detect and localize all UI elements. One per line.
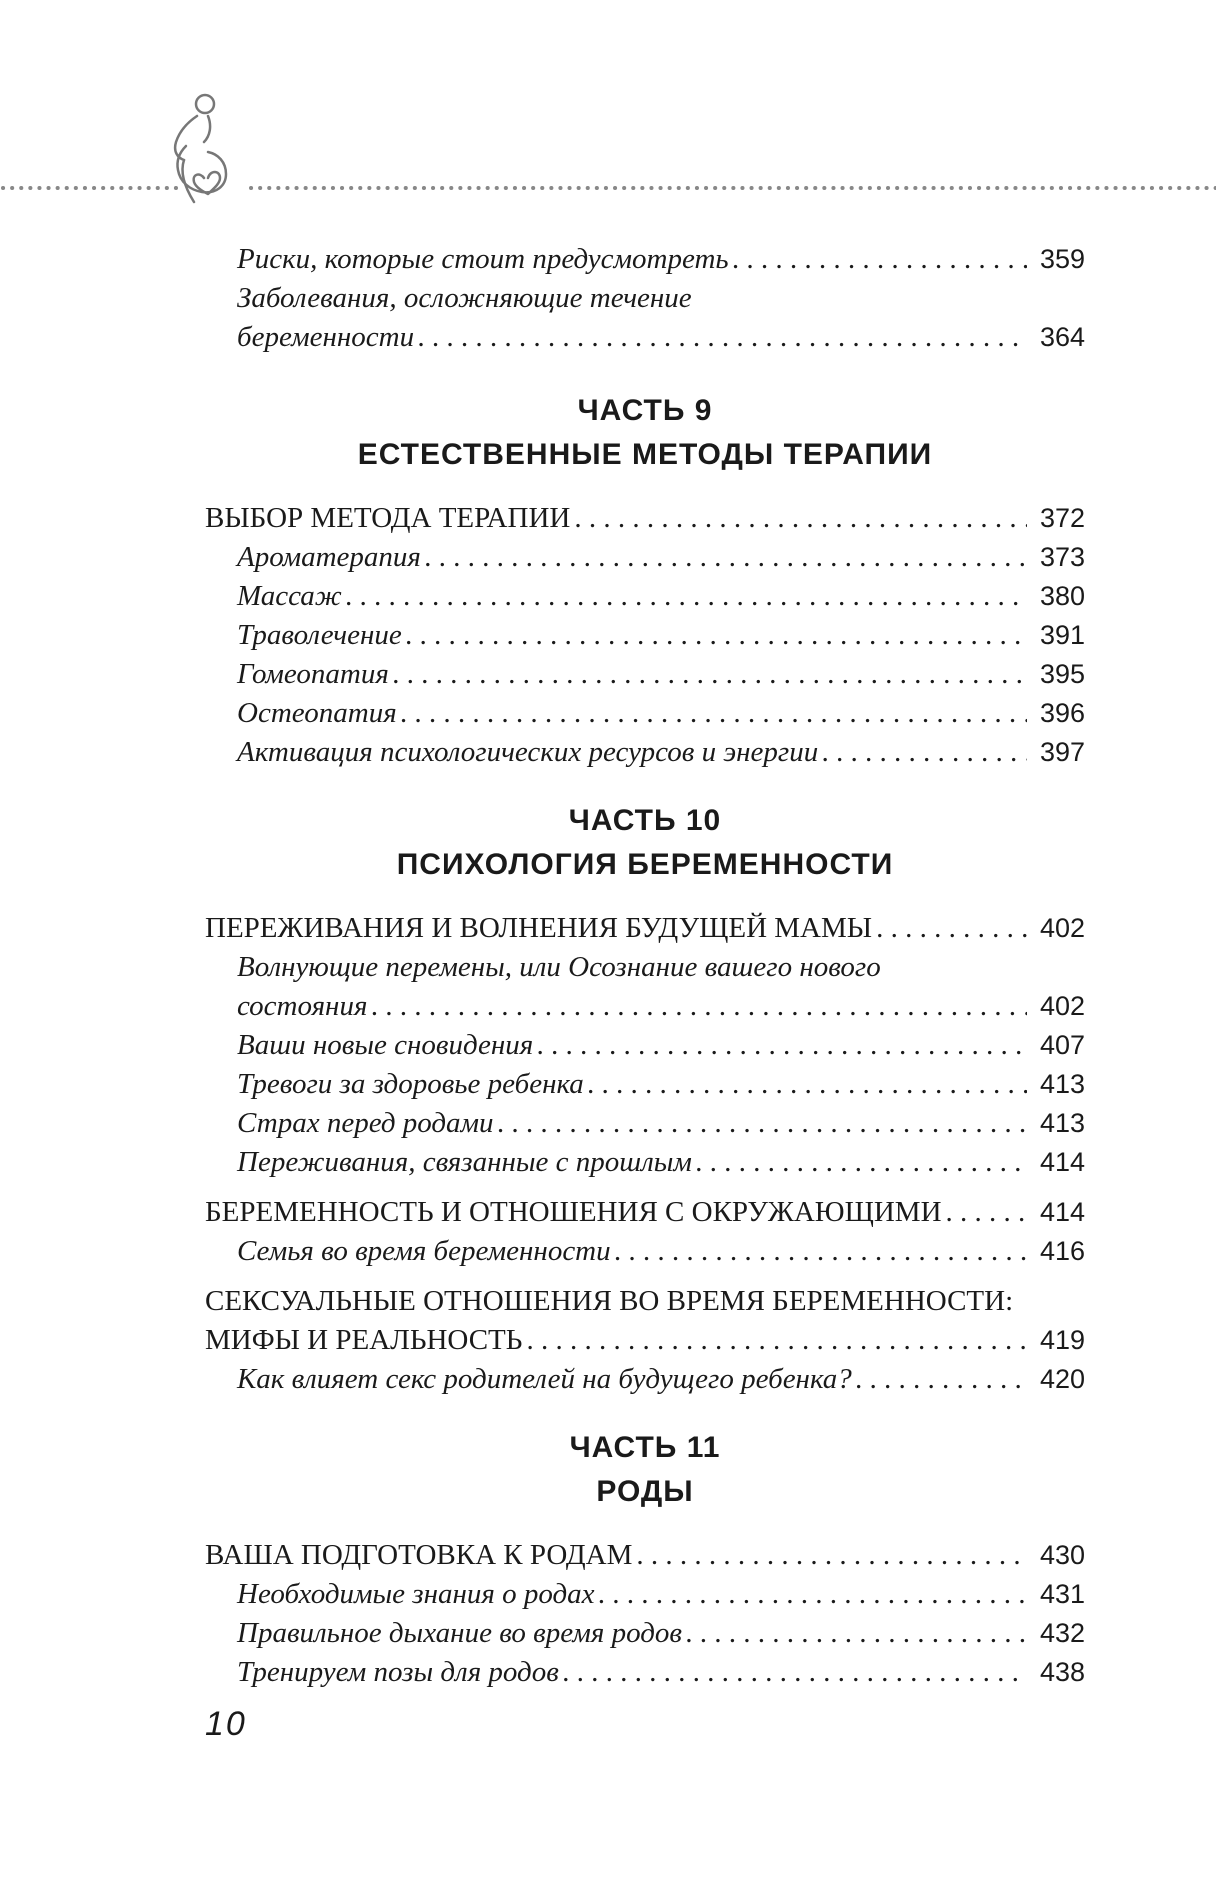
toc-section-page: 414: [1039, 1197, 1085, 1227]
dot-leader: [371, 987, 1027, 1026]
toc-entry[interactable]: [205, 733, 1085, 772]
pregnant-woman-heart-icon: [150, 90, 245, 210]
dot-leader: [574, 499, 1027, 538]
toc-entry-title: Как влияет секс родителей на будущего ребенка?: [237, 1363, 852, 1395]
dot-leader: [822, 733, 1027, 772]
toc-entry-title: Правильное дыхание во время родов: [237, 1617, 682, 1649]
part-title: ЕСТЕСТВЕННЫЕ МЕТОДЫ ТЕРАПИИ: [357, 438, 933, 471]
toc-entry-title: Траволечение: [237, 619, 402, 651]
toc-entry-title: Страх перед родами: [237, 1107, 494, 1139]
toc-entry-page: 416: [1039, 1236, 1085, 1266]
dot-leader: [615, 1232, 1027, 1271]
section-gap: [205, 1182, 1085, 1193]
section-gap: [205, 1271, 1085, 1282]
toc-entry[interactable]: [205, 1065, 1085, 1104]
toc-section[interactable]: [205, 1193, 1085, 1232]
toc-entry-page: 364: [1039, 322, 1085, 352]
toc-entry-title: Семья во время беременности: [237, 1235, 611, 1267]
toc-entry-title: Остеопатия: [237, 697, 397, 729]
toc-entry-title: беременности: [237, 321, 415, 353]
toc-entry-title: Массаж: [237, 580, 342, 612]
toc-entry-title: Риски, которые стоит предусмотреть: [237, 243, 729, 275]
dot-leader: [425, 538, 1027, 577]
toc-entry-page: 391: [1039, 620, 1085, 650]
toc-section-page: 402: [1039, 913, 1085, 943]
toc-entry-title: Ваши новые сновидения: [237, 1029, 534, 1061]
dot-leader: [346, 577, 1027, 616]
toc-section-title: МИФЫ И РЕАЛЬНОСТЬ: [205, 1324, 523, 1356]
toc-entry[interactable]: [205, 987, 1085, 1026]
toc-entry-title-line: Волнующие перемены, или Осознание вашего нового: [237, 951, 881, 983]
toc-entry-title: Активация психологических ресурсов и энергии: [237, 736, 819, 768]
dot-leader: [406, 616, 1027, 655]
toc-section-title-line: СЕКСУАЛЬНЫЕ ОТНОШЕНИЯ ВО ВРЕМЯ БЕРЕМЕННОСТИ:: [205, 1285, 1014, 1317]
dot-leader: [696, 1143, 1027, 1182]
toc-entry-page: 414: [1039, 1147, 1085, 1177]
table-of-contents: [205, 240, 1085, 1692]
toc-entry-page: 402: [1039, 991, 1085, 1021]
toc-entry[interactable]: [205, 1143, 1085, 1182]
part-number: ЧАСТЬ 10: [568, 804, 722, 837]
part-heading: [205, 389, 1085, 477]
dot-leader: [733, 240, 1027, 279]
toc-entry[interactable]: [205, 1575, 1085, 1614]
toc-section[interactable]: [205, 499, 1085, 538]
toc-entry-page: 413: [1039, 1108, 1085, 1138]
toc-entry[interactable]: [205, 616, 1085, 655]
toc-section[interactable]: [205, 1536, 1085, 1575]
toc-entry-page: 380: [1039, 581, 1085, 611]
part-number: ЧАСТЬ 9: [577, 394, 713, 427]
toc-entry-page: 432: [1039, 1618, 1085, 1648]
toc-entry-page: 431: [1039, 1579, 1085, 1609]
toc-entry-title: Тревоги за здоровье ребенка: [237, 1068, 584, 1100]
toc-section-page: 372: [1039, 503, 1085, 533]
dot-leader: [946, 1193, 1027, 1232]
toc-entry[interactable]: [205, 318, 1085, 357]
dot-leader: [876, 909, 1027, 948]
dot-leader: [686, 1614, 1027, 1653]
part-heading: [205, 799, 1085, 887]
toc-section[interactable]: [205, 909, 1085, 948]
toc-entry-page: 407: [1039, 1030, 1085, 1060]
toc-entry-page: 395: [1039, 659, 1085, 689]
toc-entry-page: 413: [1039, 1069, 1085, 1099]
part-title: РОДЫ: [596, 1475, 694, 1508]
toc-section-title: ПЕРЕЖИВАНИЯ И ВОЛНЕНИЯ БУДУЩЕЙ МАМЫ: [205, 912, 873, 944]
dot-leader: [588, 1065, 1027, 1104]
dot-leader: [498, 1104, 1027, 1143]
toc-entry-title: Переживания, связанные с прошлым: [237, 1146, 692, 1178]
toc-entry[interactable]: [205, 694, 1085, 733]
toc-entry-page: 420: [1039, 1364, 1085, 1394]
toc-entry-title: Ароматерапия: [237, 541, 421, 573]
dot-leader: [537, 1026, 1027, 1065]
toc-entry[interactable]: [205, 577, 1085, 616]
page-header: [0, 0, 1216, 215]
toc-section-title: БЕРЕМЕННОСТЬ И ОТНОШЕНИЯ С ОКРУЖАЮЩИМИ: [205, 1196, 942, 1228]
dot-leader: [401, 694, 1027, 733]
page-number: 10: [205, 1705, 247, 1743]
toc-entry[interactable]: [205, 1232, 1085, 1271]
dot-leader: [526, 1321, 1027, 1360]
part-title: ПСИХОЛОГИЯ БЕРЕМЕННОСТИ: [396, 848, 894, 881]
dotted-rule-right: [248, 185, 1216, 191]
toc-section-page: 430: [1039, 1540, 1085, 1570]
toc-entry[interactable]: [205, 655, 1085, 694]
toc-entry-title-line: Заболевания, осложняющие течение: [237, 282, 692, 314]
toc-entry-page: 438: [1039, 1657, 1085, 1687]
toc-entry-title: Гомеопатия: [237, 658, 389, 690]
dot-leader: [563, 1653, 1027, 1692]
part-heading: [205, 1426, 1085, 1514]
part-number: ЧАСТЬ 11: [569, 1431, 721, 1464]
toc-entry-page: 396: [1039, 698, 1085, 728]
toc-section-title: ВАША ПОДГОТОВКА К РОДАМ: [205, 1539, 633, 1571]
toc-section-title: ВЫБОР МЕТОДА ТЕРАПИИ: [205, 502, 571, 534]
toc-entry[interactable]: [205, 538, 1085, 577]
toc-entry-title: Тренируем позы для родов: [237, 1656, 559, 1688]
toc-entry[interactable]: [205, 1026, 1085, 1065]
toc-entry-page: 397: [1039, 737, 1085, 767]
toc-entry[interactable]: [205, 1104, 1085, 1143]
toc-entry[interactable]: [205, 1614, 1085, 1653]
toc-entry[interactable]: [205, 1653, 1085, 1692]
dot-leader: [856, 1360, 1027, 1399]
toc-entry[interactable]: [205, 1360, 1085, 1399]
toc-section-page: 419: [1039, 1325, 1085, 1355]
toc-entry-title: состояния: [237, 990, 368, 1022]
toc-section[interactable]: [205, 1321, 1085, 1360]
dot-leader: [599, 1575, 1028, 1614]
toc-entry-page: 373: [1039, 542, 1085, 572]
dot-leader: [418, 318, 1027, 357]
toc-entry-page: 359: [1039, 244, 1085, 274]
dot-leader: [636, 1536, 1027, 1575]
dot-leader: [393, 655, 1027, 694]
toc-entry-title: Необходимые знания о родах: [237, 1578, 595, 1610]
toc-entry[interactable]: [205, 240, 1085, 279]
